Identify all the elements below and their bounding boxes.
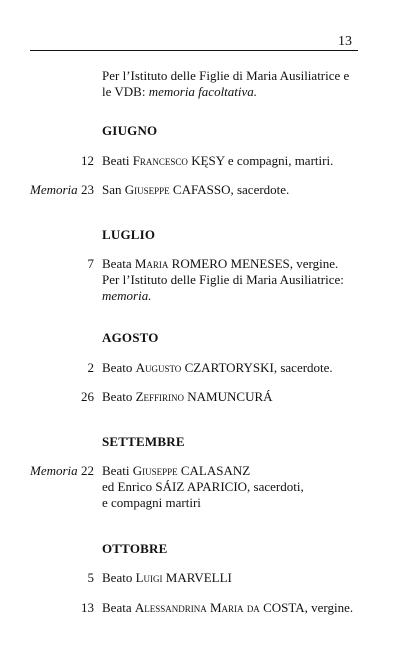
entry-day: 12 — [81, 153, 94, 168]
intro-line-1: Per l’Istituto delle Figlie di Maria Ausiliatrice e — [102, 68, 350, 83]
memoria-label: Memoria — [30, 182, 78, 197]
month-heading-ottobre: OTTOBRE — [102, 541, 168, 556]
entry-day: 23 — [81, 182, 94, 197]
entry-text: Beati Giuseppe CALASANZ — [102, 463, 251, 478]
entry-text: Beata Maria ROMERO MENESES, vergine. — [102, 256, 339, 271]
entry-day: 7 — [87, 256, 94, 271]
entry-day: 2 — [87, 360, 94, 375]
header-rule — [30, 50, 358, 51]
entry-text: Beato Luigi MARVELLI — [102, 570, 232, 585]
entry-day: 5 — [87, 570, 94, 585]
entry-text-line-3: e compagni martiri — [102, 495, 201, 510]
month-heading-agosto: AGOSTO — [102, 330, 159, 345]
intro-line-2: le VDB: memoria facoltativa. — [102, 84, 258, 99]
page-number: 13 — [338, 34, 352, 49]
memoria-label: Memoria — [30, 463, 78, 478]
entry-text: San Giuseppe CAFASSO, sacerdote. — [102, 182, 290, 197]
entry-day: 22 — [81, 463, 94, 478]
entry-text: Beato Augusto CZARTORYSKI, sacerdote. — [102, 360, 333, 375]
entry-text: Beato Zeffirino NAMUNCURÁ — [102, 389, 273, 404]
entry-day: 26 — [81, 389, 94, 404]
entry-text-line-3: memoria. — [102, 288, 152, 303]
month-heading-luglio: LUGLIO — [102, 227, 156, 242]
entry-text-line-2: ed Enrico SÁIZ APARICIO, sacerdoti, — [102, 479, 304, 494]
entry-text-line-2: Per l’Istituto delle Figlie di Maria Ausiliatrice: — [102, 272, 344, 287]
month-heading-giugno: GIUGNO — [102, 123, 158, 138]
month-heading-settembre: SETTEMBRE — [102, 434, 185, 449]
entry-day: 13 — [81, 600, 94, 615]
entry-text: Beati Francesco KĘSY e compagni, martiri. — [102, 153, 334, 168]
entry-text: Beata Alessandrina Maria da COSTA, vergine. — [102, 600, 354, 615]
